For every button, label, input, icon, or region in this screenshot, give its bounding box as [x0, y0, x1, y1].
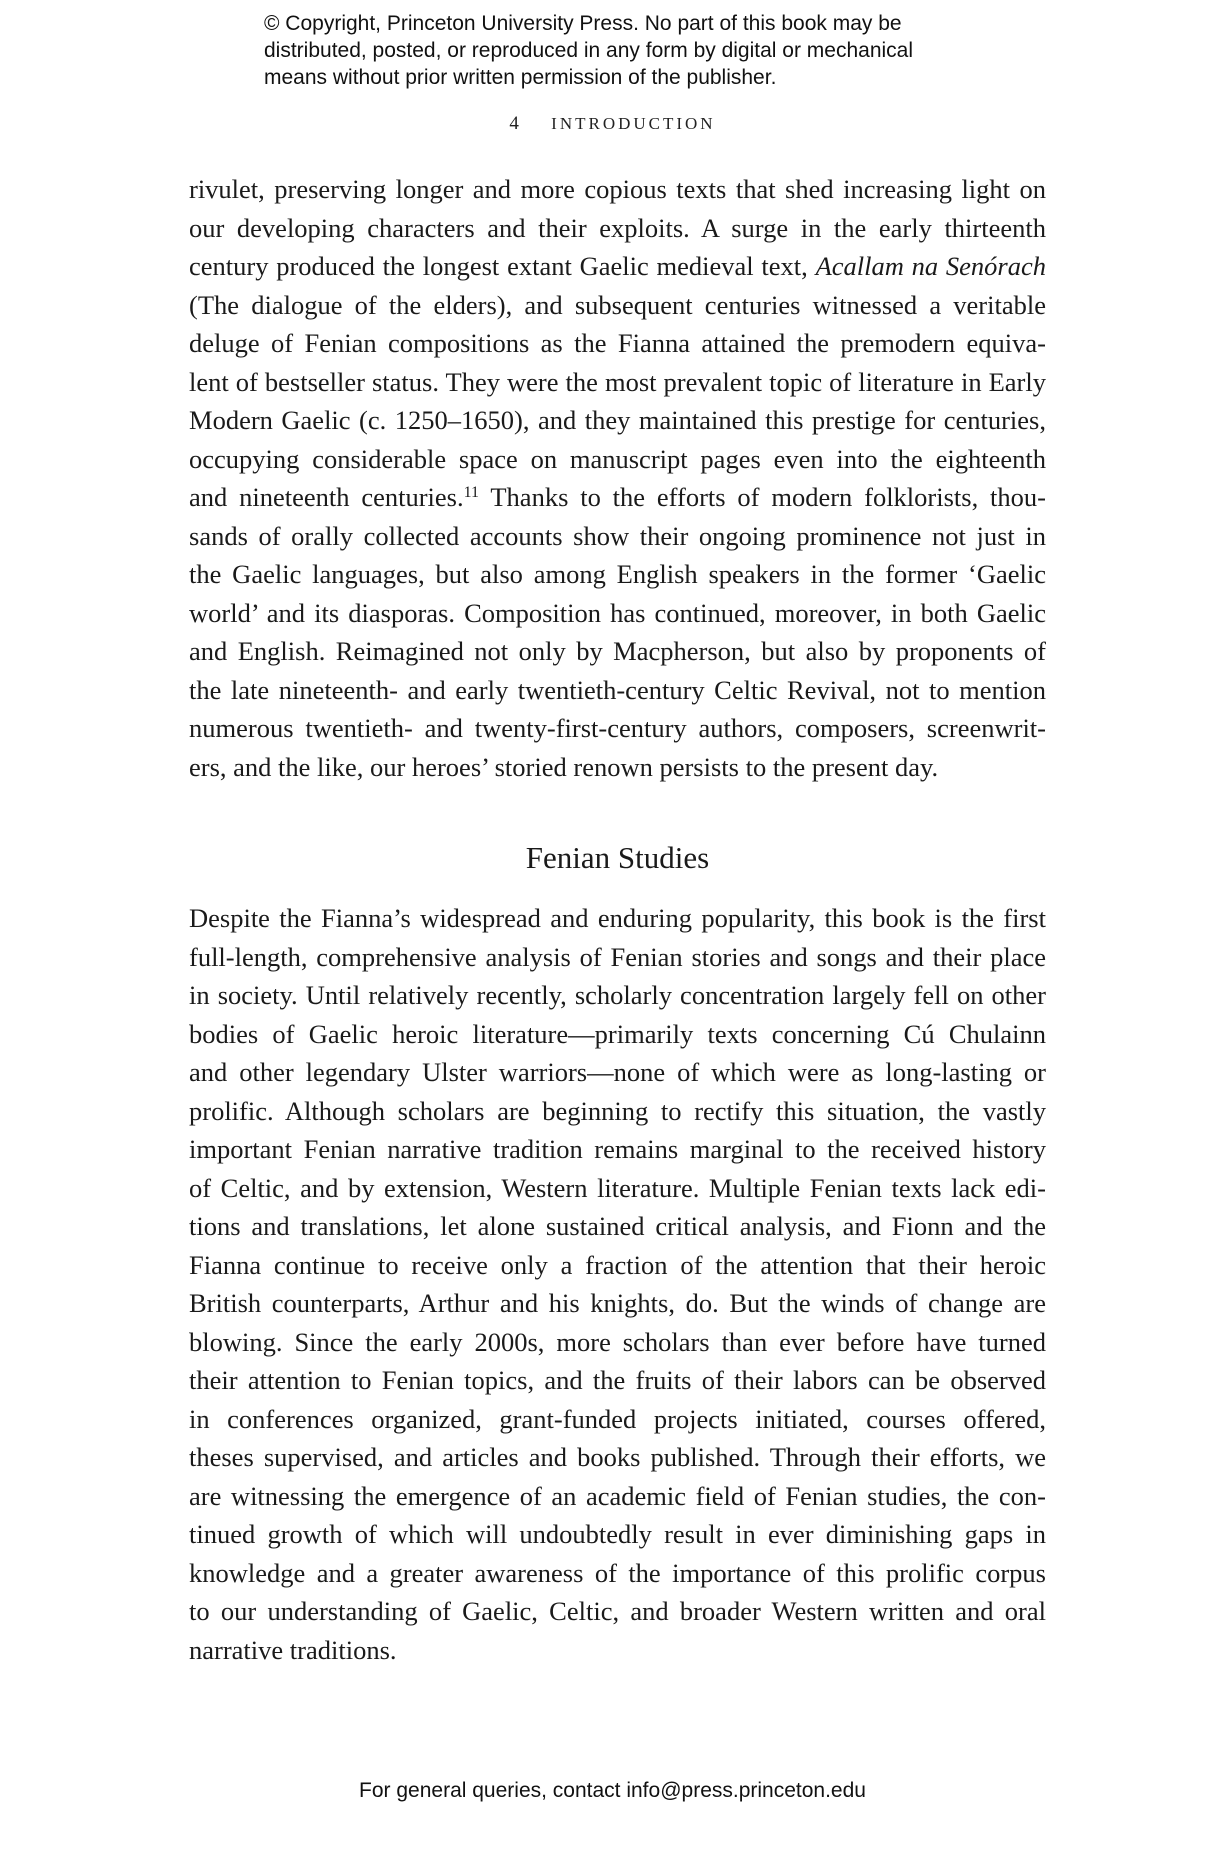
footnote-reference[interactable]: 11 — [463, 484, 479, 501]
section-heading: Fenian Studies — [525, 840, 710, 875]
text-line: tinued growth of which will undoubtedly result in ever diminishing gaps in — [189, 1519, 1046, 1549]
text-line: their attention to Fenian topics, and the fruits of their labors can be observed — [189, 1365, 1046, 1395]
text-line: deluge of Fenian compositions as the Fianna attained the premodern equiva- — [189, 328, 1046, 358]
copyright-line: means without prior written permission of the publisher. — [264, 66, 777, 89]
text-line: knowledge and a greater awareness of the importance of this prolific corpus — [189, 1557, 1046, 1588]
text-line: Fianna continue to receive only a fraction of the attention that their heroic — [189, 1249, 1046, 1280]
running-head-section: INTRODUCTION — [551, 114, 716, 133]
text-line: in society. Until relatively recently, scholarly concentration largely fell on other — [189, 980, 1046, 1010]
text-span: Thanks to the efforts of modern folklorists, thou- — [490, 482, 1046, 512]
text-line: full-length, comprehensive analysis of Fenian stories and songs and their place — [189, 941, 1046, 972]
text-line: blowing. Since the early 2000s, more scholars than ever before have turned — [189, 1326, 1046, 1357]
text-line: narrative traditions. — [189, 1634, 397, 1665]
text-line: bodies of Gaelic heroic literature—primarily texts concerning Cú Chulainn — [189, 1018, 1046, 1049]
text-line: are witnessing the emergence of an academic field of Fenian studies, the con- — [189, 1480, 1046, 1511]
text-line: sands of orally collected accounts show their ongoing prominence not just in — [189, 520, 1046, 551]
text-line: of Celtic, and by extension, Western literature. Multiple Fenian texts lack edi- — [189, 1172, 1046, 1203]
text-line: to our understanding of Gaelic, Celtic, and broader Western written and oral — [189, 1596, 1046, 1626]
copyright-line: © Copyright, Princeton University Press. No part of this book may be — [264, 12, 902, 35]
text-line: (The dialogue of the elders), and subsequent centuries witnessed a veritable — [189, 289, 1046, 320]
footer-contact: For general queries, contact info@press.princeton.edu — [359, 1779, 866, 1802]
paragraph-2 — [189, 899, 1046, 1669]
text-line: occupying considerable space on manuscript pages even into the eighteenth — [189, 443, 1046, 474]
text-span: century produced the longest extant Gaelic medieval text, — [189, 251, 808, 281]
text-span: and nineteenth centuries. — [189, 482, 464, 512]
text-line: the Gaelic languages, but also among English speakers in the former ‘Gaelic — [189, 559, 1046, 589]
text-line: tions and translations, let alone sustained critical analysis, and Fionn and the — [189, 1211, 1046, 1241]
text-line: Modern Gaelic (c. 1250–1650), and they maintained this prestige for centuries, — [189, 405, 1046, 435]
text-line — [189, 247, 1046, 286]
paragraph-1 — [189, 170, 1046, 786]
text-line: important Fenian narrative tradition remains marginal to the received history — [189, 1134, 1046, 1164]
text-line: Despite the Fianna’s widespread and enduring popularity, this book is the first — [189, 903, 1046, 933]
text-line: in conferences organized, grant-funded projects initiated, courses offered, — [189, 1403, 1046, 1434]
text-line — [189, 478, 1046, 517]
text-line: British counterparts, Arthur and his knights, do. But the winds of change are — [189, 1288, 1046, 1318]
text-line: rivulet, preserving longer and more copious texts that shed increasing light on — [189, 174, 1046, 204]
page-number: 4 — [509, 113, 522, 134]
text-line: theses supervised, and articles and books published. Through their efforts, we — [189, 1442, 1046, 1472]
text-line: world’ and its diasporas. Composition has continued, moreover, in both Gaelic — [189, 597, 1046, 628]
text-line: and English. Reimagined not only by Macpherson, but also by proponents of — [189, 636, 1046, 666]
text-line: numerous twentieth- and twenty-first-century authors, composers, screenwrit- — [189, 713, 1046, 743]
copyright-line: distributed, posted, or reproduced in any form by digital or mechanical — [264, 39, 914, 62]
copyright-notice — [264, 10, 1024, 91]
text-line: the late nineteenth- and early twentieth-century Celtic Revival, not to mention — [189, 674, 1046, 705]
running-head — [0, 113, 1225, 135]
text-line: prolific. Although scholars are beginning to rectify this situation, the vastly — [189, 1095, 1046, 1126]
text-line: our developing characters and their exploits. A surge in the early thirteenth — [189, 212, 1046, 243]
italic-title: Acallam na Senórach — [815, 251, 1047, 281]
text-line: ers, and the like, our heroes’ storied renown persists to the present day. — [189, 751, 939, 782]
text-line: lent of bestseller status. They were the most prevalent topic of literature in Early — [189, 366, 1046, 397]
text-line: and other legendary Ulster warriors—none of which were as long-lasting or — [189, 1057, 1046, 1087]
